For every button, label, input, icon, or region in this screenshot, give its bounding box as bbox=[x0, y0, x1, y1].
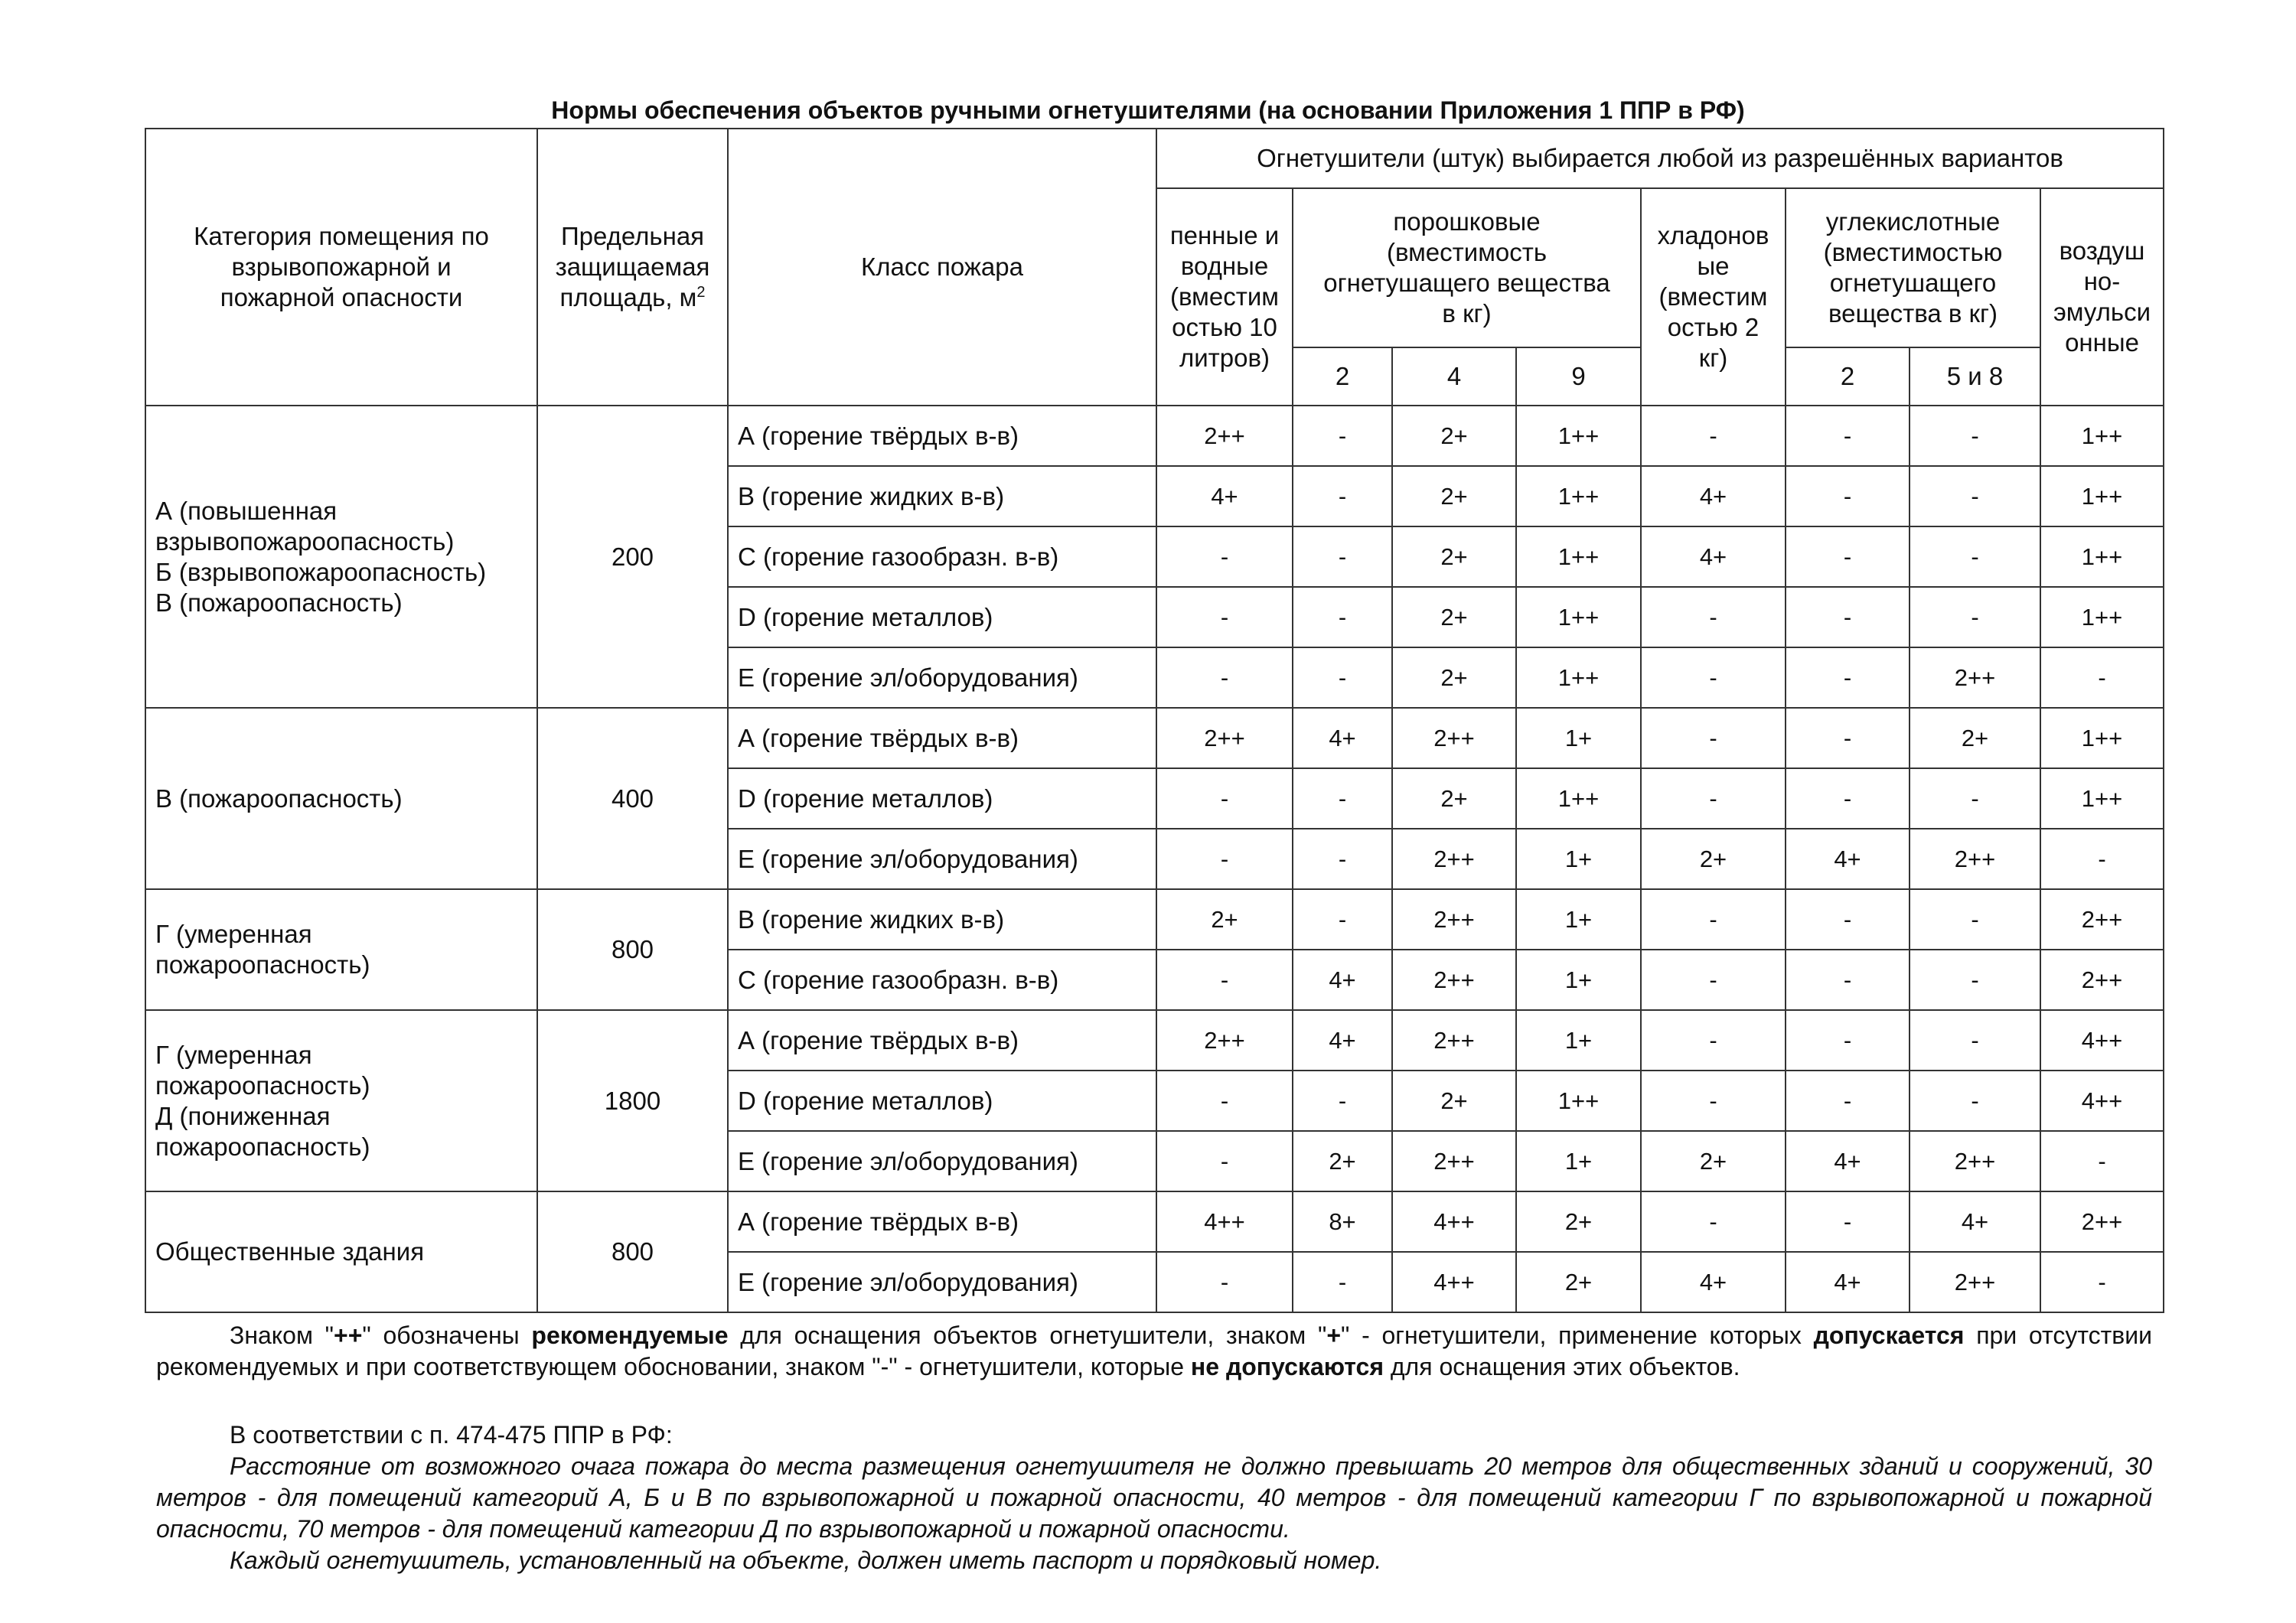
value-cell: - bbox=[1786, 406, 1910, 466]
header-area-superscript: 2 bbox=[696, 284, 706, 301]
value-cell: 4+ bbox=[1641, 1252, 1786, 1312]
document-title: Нормы обеспечения объектов ручными огнетушителями (на основании Приложения 1 ППР в РФ) bbox=[551, 96, 1745, 124]
category-cell: Общественные здания bbox=[145, 1191, 537, 1312]
value-cell: 1+ bbox=[1516, 1010, 1641, 1071]
value-cell: - bbox=[2040, 829, 2164, 889]
value-cell: 2++ bbox=[1392, 889, 1516, 950]
value-cell: - bbox=[1910, 406, 2040, 466]
spacer bbox=[156, 1383, 2152, 1419]
value-cell: - bbox=[1910, 1071, 2040, 1131]
value-cell: 4+ bbox=[1910, 1191, 2040, 1252]
value-cell: - bbox=[1910, 587, 2040, 647]
value-cell: - bbox=[1293, 829, 1392, 889]
value-cell: 2++ bbox=[1392, 950, 1516, 1010]
fire-class-cell: D (горение металлов) bbox=[728, 1071, 1156, 1131]
value-cell: 2++ bbox=[1156, 1010, 1293, 1071]
value-cell: - bbox=[1293, 406, 1392, 466]
value-cell: 4+ bbox=[1786, 829, 1910, 889]
value-cell: 1+ bbox=[1516, 1131, 1641, 1191]
value-cell: 1+ bbox=[1516, 889, 1641, 950]
legend-bold: + bbox=[1326, 1322, 1342, 1349]
table-row bbox=[145, 889, 2164, 950]
legend-paragraph bbox=[156, 1320, 2152, 1383]
value-cell: - bbox=[1786, 768, 1910, 829]
value-cell: 1++ bbox=[1516, 1071, 1641, 1131]
header-powder: порошковые (вместимость огнетушащего вещества в кг) bbox=[1293, 188, 1641, 347]
legend-text: " - огнетушители, применение которых bbox=[1341, 1322, 1814, 1349]
value-cell: 2++ bbox=[1392, 1131, 1516, 1191]
value-cell: - bbox=[1641, 587, 1786, 647]
value-cell: - bbox=[2040, 1131, 2164, 1191]
value-cell: 4+ bbox=[1786, 1252, 1910, 1312]
header-area-text: Предельная защищаемая площадь, м bbox=[555, 222, 710, 311]
value-cell: 4++ bbox=[1392, 1191, 1516, 1252]
fire-class-cell: С (горение газообразн. в-в) bbox=[728, 950, 1156, 1010]
header-co2-size: 2 bbox=[1786, 347, 1910, 406]
value-cell: - bbox=[1786, 1191, 1910, 1252]
value-cell: 1++ bbox=[2040, 466, 2164, 526]
value-cell: - bbox=[1910, 526, 2040, 587]
value-cell: 4+ bbox=[1293, 708, 1392, 768]
notes-section bbox=[156, 1320, 2152, 1576]
value-cell: 1+ bbox=[1516, 829, 1641, 889]
value-cell: 4+ bbox=[1293, 950, 1392, 1010]
legend-bold: допускается bbox=[1813, 1322, 1965, 1349]
fire-class-cell: А (горение твёрдых в-в) bbox=[728, 1010, 1156, 1071]
value-cell: 1++ bbox=[1516, 466, 1641, 526]
value-cell: - bbox=[1641, 950, 1786, 1010]
value-cell: 4+ bbox=[1293, 1010, 1392, 1071]
value-cell: - bbox=[1786, 708, 1910, 768]
value-cell: 2++ bbox=[1910, 1131, 2040, 1191]
header-co2: углекислотные (вместимостью огнетушащего вещества в кг) bbox=[1786, 188, 2040, 347]
value-cell: 2+ bbox=[1910, 708, 2040, 768]
value-cell: 1++ bbox=[2040, 406, 2164, 466]
category-cell: Г (умеренная пожароопасность) bbox=[145, 889, 537, 1010]
fire-class-cell: Е (горение эл/оборудования) bbox=[728, 1131, 1156, 1191]
value-cell: - bbox=[1910, 466, 2040, 526]
value-cell: 1++ bbox=[2040, 526, 2164, 587]
header-fire-class: Класс пожара bbox=[728, 129, 1156, 406]
header-category: Категория помещения по взрывопожарной и пожарной опасности bbox=[145, 129, 537, 406]
fire-class-cell: В (горение жидких в-в) bbox=[728, 889, 1156, 950]
value-cell: - bbox=[2040, 1252, 2164, 1312]
value-cell: - bbox=[1641, 1071, 1786, 1131]
value-cell: 2++ bbox=[1156, 406, 1293, 466]
value-cell: 2++ bbox=[1392, 708, 1516, 768]
value-cell: - bbox=[1786, 1010, 1910, 1071]
value-cell: - bbox=[1786, 950, 1910, 1010]
value-cell: - bbox=[1293, 768, 1392, 829]
value-cell: - bbox=[1156, 1252, 1293, 1312]
value-cell: - bbox=[1156, 1131, 1293, 1191]
value-cell: - bbox=[1641, 889, 1786, 950]
value-cell: 1+ bbox=[1516, 708, 1641, 768]
value-cell: 1++ bbox=[1516, 768, 1641, 829]
extinguisher-norms-table bbox=[145, 128, 2164, 1313]
value-cell: - bbox=[1293, 466, 1392, 526]
value-cell: 2++ bbox=[1156, 708, 1293, 768]
value-cell: - bbox=[1641, 768, 1786, 829]
value-cell: 2+ bbox=[1516, 1252, 1641, 1312]
value-cell: 2+ bbox=[1392, 1071, 1516, 1131]
legend-text: Знаком " bbox=[230, 1322, 334, 1349]
value-cell: - bbox=[1293, 526, 1392, 587]
value-cell: - bbox=[1910, 950, 2040, 1010]
value-cell: 1++ bbox=[2040, 587, 2164, 647]
fire-class-cell: А (горение твёрдых в-в) bbox=[728, 406, 1156, 466]
fire-class-cell: Е (горение эл/оборудования) bbox=[728, 647, 1156, 708]
table-row bbox=[145, 708, 2164, 768]
value-cell: - bbox=[1156, 768, 1293, 829]
value-cell: - bbox=[1156, 1071, 1293, 1131]
value-cell: 2+ bbox=[1641, 829, 1786, 889]
fire-class-cell: А (горение твёрдых в-в) bbox=[728, 1191, 1156, 1252]
value-cell: 2++ bbox=[2040, 889, 2164, 950]
value-cell: - bbox=[1786, 1071, 1910, 1131]
value-cell: - bbox=[1293, 647, 1392, 708]
value-cell: 4+ bbox=[1156, 466, 1293, 526]
table-row bbox=[145, 1010, 2164, 1071]
value-cell: 2+ bbox=[1392, 526, 1516, 587]
value-cell: 2+ bbox=[1392, 647, 1516, 708]
value-cell: - bbox=[1786, 526, 1910, 587]
value-cell: 8+ bbox=[1293, 1191, 1392, 1252]
fire-class-cell: В (горение жидких в-в) bbox=[728, 466, 1156, 526]
area-cell: 1800 bbox=[537, 1010, 728, 1191]
header-extinguishers: Огнетушители (штук) выбирается любой из разрешённых вариантов bbox=[1156, 129, 2164, 188]
value-cell: 2++ bbox=[1392, 1010, 1516, 1071]
value-cell: 2++ bbox=[1910, 1252, 2040, 1312]
value-cell: - bbox=[2040, 647, 2164, 708]
legend-bold: рекомендуемые bbox=[531, 1322, 729, 1349]
value-cell: 1++ bbox=[2040, 708, 2164, 768]
value-cell: - bbox=[1293, 1252, 1392, 1312]
value-cell: - bbox=[1786, 889, 1910, 950]
value-cell: 4++ bbox=[1392, 1252, 1516, 1312]
value-cell: - bbox=[1641, 708, 1786, 768]
legend-bold: ++ bbox=[334, 1322, 363, 1349]
legend-text: при отсутствии рекомендуемых и при соответствующем обосновании, знаком "-" - огнетушители, которые bbox=[156, 1322, 2153, 1380]
value-cell: 2+ bbox=[1392, 587, 1516, 647]
legend-bold: не допускаются bbox=[1190, 1353, 1384, 1380]
value-cell: - bbox=[1641, 647, 1786, 708]
value-cell: 2+ bbox=[1392, 406, 1516, 466]
value-cell: 2+ bbox=[1392, 466, 1516, 526]
header-powder-size: 4 bbox=[1392, 347, 1516, 406]
legend-text: для оснащения объектов огнетушители, знаком " bbox=[728, 1322, 1327, 1349]
regulation-passport: Каждый огнетушитель, установленный на объекте, должен иметь паспорт и порядковый номер. bbox=[230, 1546, 1382, 1574]
area-cell: 800 bbox=[537, 1191, 728, 1312]
value-cell: 4++ bbox=[1156, 1191, 1293, 1252]
category-cell: А (повышенная взрывопожароопасность) Б (взрывопожароопасность) В (пожароопасность) bbox=[145, 406, 537, 708]
fire-class-cell: А (горение твёрдых в-в) bbox=[728, 708, 1156, 768]
value-cell: - bbox=[1641, 1010, 1786, 1071]
value-cell: - bbox=[1641, 406, 1786, 466]
value-cell: 2++ bbox=[1910, 647, 2040, 708]
value-cell: 2++ bbox=[1392, 829, 1516, 889]
fire-class-cell: D (горение металлов) bbox=[728, 768, 1156, 829]
legend-text: для оснащения этих объектов. bbox=[1383, 1353, 1740, 1380]
table-row bbox=[145, 1191, 2164, 1252]
value-cell: - bbox=[1786, 647, 1910, 708]
value-cell: 1++ bbox=[1516, 526, 1641, 587]
value-cell: 2+ bbox=[1156, 889, 1293, 950]
header-co2-size: 5 и 8 bbox=[1910, 347, 2040, 406]
value-cell: 2+ bbox=[1293, 1131, 1392, 1191]
value-cell: - bbox=[1156, 526, 1293, 587]
legend-text: " обозначены bbox=[362, 1322, 532, 1349]
value-cell: 1++ bbox=[1516, 587, 1641, 647]
table-row bbox=[145, 406, 2164, 466]
header-powder-size: 9 bbox=[1516, 347, 1641, 406]
table-body bbox=[145, 406, 2164, 1312]
category-cell: В (пожароопасность) bbox=[145, 708, 537, 889]
header-halon: хладонов ые (вместим остью 2 кг) bbox=[1641, 188, 1786, 406]
value-cell: - bbox=[1910, 889, 2040, 950]
header-powder-size: 2 bbox=[1293, 347, 1392, 406]
value-cell: 4+ bbox=[1641, 466, 1786, 526]
value-cell: 4+ bbox=[1641, 526, 1786, 587]
area-cell: 400 bbox=[537, 708, 728, 889]
value-cell: 4+ bbox=[1786, 1131, 1910, 1191]
area-cell: 200 bbox=[537, 406, 728, 708]
value-cell: 4++ bbox=[2040, 1010, 2164, 1071]
fire-class-cell: С (горение газообразн. в-в) bbox=[728, 526, 1156, 587]
value-cell: - bbox=[1293, 889, 1392, 950]
header-air-emulsion: воздуш но- эмульси онные bbox=[2040, 188, 2164, 406]
fire-class-cell: Е (горение эл/оборудования) bbox=[728, 1252, 1156, 1312]
value-cell: 2++ bbox=[1910, 829, 2040, 889]
value-cell: 2++ bbox=[2040, 950, 2164, 1010]
fire-class-cell: D (горение металлов) bbox=[728, 587, 1156, 647]
value-cell: 1++ bbox=[1516, 647, 1641, 708]
value-cell: - bbox=[1156, 587, 1293, 647]
value-cell: 4++ bbox=[2040, 1071, 2164, 1131]
value-cell: 2+ bbox=[1641, 1131, 1786, 1191]
regulation-intro: В соответствии с п. 474-475 ППР в РФ: bbox=[230, 1421, 673, 1449]
value-cell: - bbox=[1910, 1010, 2040, 1071]
header-area bbox=[537, 129, 728, 406]
regulation-distance: Расстояние от возможного очага пожара до места размещения огнетушителя не должно превышать 20 метров для общественных зданий и сооружений, 30 метров - для помещений категорий А, Б и В по взрывопожарной и пожарной опасности, 40 метров - для помещений категории Г по взрывопожарной и пожарной опасности, 70 метров - для помещений категории Д по взрывопожарной и пожарной опасности. bbox=[156, 1452, 2152, 1543]
value-cell: 2+ bbox=[1516, 1191, 1641, 1252]
value-cell: - bbox=[1786, 587, 1910, 647]
fire-class-cell: Е (горение эл/оборудования) bbox=[728, 829, 1156, 889]
value-cell: - bbox=[1293, 587, 1392, 647]
value-cell: - bbox=[1156, 829, 1293, 889]
value-cell: - bbox=[1293, 1071, 1392, 1131]
value-cell: 1++ bbox=[1516, 406, 1641, 466]
value-cell: - bbox=[1641, 1191, 1786, 1252]
area-cell: 800 bbox=[537, 889, 728, 1010]
header-foam-water: пенные и водные (вместим остью 10 литров) bbox=[1156, 188, 1293, 406]
value-cell: 1+ bbox=[1516, 950, 1641, 1010]
value-cell: 2+ bbox=[1392, 768, 1516, 829]
value-cell: 1++ bbox=[2040, 768, 2164, 829]
value-cell: - bbox=[1786, 466, 1910, 526]
value-cell: - bbox=[1910, 768, 2040, 829]
category-cell: Г (умеренная пожароопасность) Д (пониженная пожароопасность) bbox=[145, 1010, 537, 1191]
value-cell: 2++ bbox=[2040, 1191, 2164, 1252]
value-cell: - bbox=[1156, 647, 1293, 708]
value-cell: - bbox=[1156, 950, 1293, 1010]
